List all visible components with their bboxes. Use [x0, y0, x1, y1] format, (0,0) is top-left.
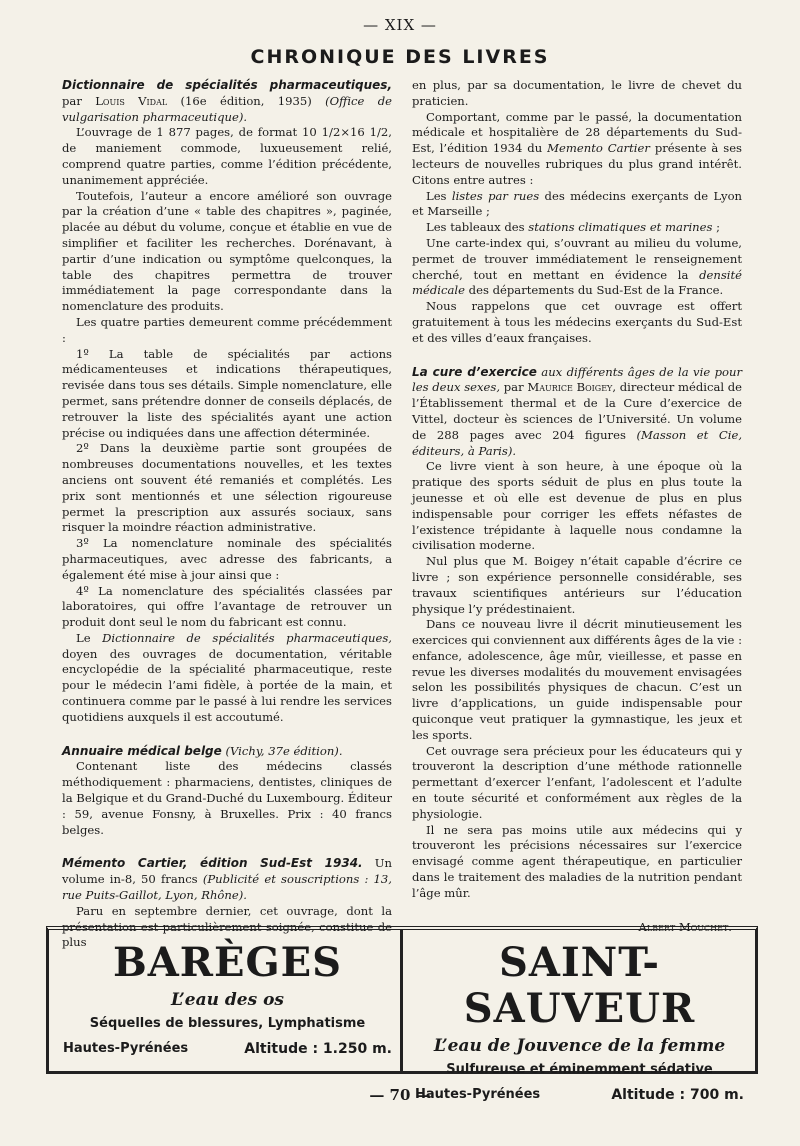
- paragraph: Dans ce nouveau livre il décrit minutieusement les exercices qui conviennent aux différents âges de la vie : enfance, adolescence, âge mûr, vieillesse, et passe en revue les diverses modalités du mouvement envisagées selon les possibilités physiques de chacun. C’est un livre d’applications, un guide indispensable pour quiconque veut pratiquer la gymnastique, les jeux et les sports.: [412, 617, 742, 742]
- text: Le: [76, 630, 91, 645]
- paragraph: Ce livre vient à son heure, à une époque où la pratique des sports séduit de plus en plus toute la jeunesse et où elle est devenue de plus en plus indispensable pour corriger les effets néfastes de l’existence trépidante à laquelle nous condamne la civilisation moderne.: [412, 459, 742, 553]
- ad-altitude: Altitude : 1.250 m.: [244, 1041, 392, 1057]
- list-item: [412, 189, 742, 221]
- ad-slogan: L’eau de Jouvence de la femme: [433, 1036, 726, 1056]
- edition-info: (Vichy, 37e édition).: [225, 743, 343, 758]
- paragraph: 1º La table de spécialités par actions médicamenteuses et indications thérapeutiques, revisée dans tous ses détails. Simple nomenclature, elle permet, sans prétendre donner de conseils déplacés, de retrouver la liste des spécialités ayant une action précise ou indiquées dans une affection déterminée.: [62, 346, 392, 440]
- book-title: Mémento Cartier, édition Sud-Est 1934.: [62, 856, 363, 871]
- book-title: La cure d’exercice: [412, 364, 537, 379]
- roman-page-number: — XIX —: [363, 16, 437, 34]
- ad-name: SAINT-SAUVEUR: [463, 939, 696, 1032]
- book-title-inline: Dictionnaire de spécialités pharmaceutiques,: [102, 630, 392, 645]
- advertisement-box: [46, 926, 758, 1103]
- ad-altitude: Altitude : 700 m.: [611, 1087, 744, 1103]
- ad-divider: [400, 930, 403, 1072]
- review-cure-heading: [412, 365, 742, 460]
- text: ;: [716, 220, 721, 235]
- text: Les tableaux des: [426, 220, 525, 235]
- ad-name: BARÈGES: [112, 939, 343, 986]
- paragraph: Il ne sera pas moins utile aux médecins qui y trouveront les précisions nécessaires sur l’exercice envisagé comme agent thérapeutique, en particulier dans le traitement des maladies de la nutrition pendant l’âge mûr.: [412, 822, 742, 900]
- text: présente à ses lecteurs de nouvelles rubriques du plus grand intérêt. Citons entre autres :: [412, 141, 743, 187]
- text: des médecins exerçants de Lyon et Marseille ;: [412, 188, 743, 219]
- ad-description: Sulfureuse et éminemment sédative: [446, 1062, 713, 1077]
- publisher-info: (Publicité et souscriptions : 13, rue Puits-Gaillot, Lyon, Rhône).: [62, 872, 392, 903]
- paragraph: [412, 110, 742, 189]
- by-label: par: [503, 380, 524, 395]
- text: Une carte-index qui, s’ouvrant au milieu du volume, permet de trouver immédiatement le renseignement cherché, tout en mettant en évidence la: [412, 235, 742, 282]
- author-name: Maurice Boigey,: [527, 380, 617, 395]
- ad-slogan: L’eau des os: [170, 990, 284, 1010]
- page-number: — 70 —: [369, 1086, 431, 1104]
- paragraph: L’ouvrage de 1 877 pages, de format 10 1/2×16 1/2, de maniement commode, luxueusement relié, comprend quatre parties, comme l’édition précédente, unanimement appréciée.: [62, 125, 392, 187]
- book-title: Annuaire médical belge: [62, 743, 222, 758]
- book-info: directeur médical de l’Établissement thermal et de la Cure d’exercice de Vittel, docteur ès sciences de l’Université. Un volume de 288 pages avec 204 figures: [412, 380, 743, 442]
- edition-info: (16e édition, 1935): [180, 93, 312, 108]
- left-column: [62, 78, 392, 951]
- book-title-inline: Memento Cartier: [547, 141, 650, 156]
- text: des départements du Sud-Est de la France.: [468, 283, 724, 298]
- by-label: par: [62, 93, 82, 108]
- paragraph: Les quatre parties demeurent comme précédemment :: [62, 314, 392, 345]
- publisher-info: (Masson et Cie, éditeurs, à Paris).: [412, 427, 743, 458]
- emphasis: stations climatiques et marines: [528, 220, 713, 235]
- review-annuaire-heading: [62, 744, 392, 760]
- paragraph: Toutefois, l’auteur a encore amélioré son ouvrage par la création d’une « table des chapitres », paginée, placée au début du volume, conçue et établie en vue de simplifier et faciliter les recherches. Dorénavant, à partir d’une indication ou symptôme quelconques, la table des chapitres permettra de trouver immédiatement la page correspondante dans la nomenclature des produits.: [62, 188, 392, 314]
- text: doyen des ouvrages de documentation, véritable encyclopédie de la spécialité pharmaceutique, reste pour le médecin l’ami fidèle, à portée de la main, et continuera comme par le passé à lui rendre les services quotidiens auxquels il est accoutumé.: [62, 646, 392, 724]
- ad-description: Séquelles de blessures, Lymphatisme: [89, 1016, 366, 1031]
- ad-bareges: [55, 940, 400, 1066]
- text: Comportant, comme par le passé, la documentation médicale et hospitalière de 28 départements du Sud-Est, l’édition 1934 du: [412, 109, 742, 156]
- book-info: Un volume in-8, 50 francs: [62, 856, 393, 887]
- list-item: [412, 220, 742, 236]
- ad-region: Hautes-Pyrénées: [415, 1087, 541, 1102]
- right-column: [412, 78, 742, 935]
- emphasis: densité médicale: [412, 267, 743, 298]
- signature: Albert Mouchet.: [638, 919, 732, 934]
- paragraph: Contenant liste des médecins classés méthodiquement : pharmaciens, dentistes, cliniques de la Belgique et du Grand-Duché du Luxembourg. Éditeur : 59, avenue Fonsny, à Bruxelles. Prix : 40 francs belges.: [62, 759, 392, 837]
- paragraph: 2º Dans la deuxième partie sont groupées de nombreuses documentations nouvelles, et les textes anciens ont souvent été remaniés et complétés. Les prix sont mentionnés et une sélection rigoureuse permet la prescription aux assurés sociaux, sans risquer la moindre réaction administrative.: [62, 441, 392, 535]
- paragraph: [62, 631, 392, 726]
- paragraph: Paru en septembre dernier, cet ouvrage, dont la présentation est particulièrement soignée, constitue de plus: [62, 903, 392, 950]
- paragraph: Cet ouvrage sera précieux pour les éducateurs qui y trouveront la description d’une méthode rationnelle permettant d’exercer l’enfant, l’adolescent et l’adulte en toute sécurité et conformément aux règles de la physiologie.: [412, 743, 742, 821]
- ad-region: Hautes-Pyrénées: [63, 1041, 189, 1056]
- book-title: Dictionnaire de spécialités pharmaceutiques,: [62, 78, 392, 92]
- review-dictionnaire-heading: [62, 78, 392, 125]
- emphasis: listes par rues: [451, 188, 540, 203]
- paragraph: 4º La nomenclature des spécialités classées par laboratoires, qui offre l’avantage de retrouver un produit dont seul le nom du fabricant est connu.: [62, 583, 392, 630]
- text: Les: [426, 188, 447, 203]
- section-title: CHRONIQUE DES LIVRES: [250, 46, 550, 68]
- publisher-info: (Office de vulgarisation pharmaceutique).: [62, 93, 393, 124]
- paragraph: 3º La nomenclature nominale des spécialités pharmaceutiques, avec adresse des fabricants, a également été mise à jour ainsi que :: [62, 536, 392, 582]
- ad-saint-sauveur: [407, 939, 752, 1103]
- author-name: Louis Vidal: [95, 93, 168, 108]
- ad-footer: [55, 1041, 400, 1057]
- list-item: [412, 236, 742, 299]
- book-subtitle: aux différents âges de la vie pour les deux sexes,: [412, 364, 743, 395]
- review-memento-heading: [62, 856, 392, 903]
- paragraph: Nul plus que M. Boigey n’était capable d’écrire ce livre ; son expérience personnelle considérable, ses travaux scientifiques antérieurs sur l’éducation physique l’y prédestinaient.: [412, 554, 742, 616]
- paragraph: Nous rappelons que cet ouvrage est offert gratuitement à tous les médecins exerçants du Sud-Est et des villes d’eaux françaises.: [412, 299, 742, 345]
- paragraph: en plus, par sa documentation, le livre de chevet du praticien.: [412, 78, 742, 108]
